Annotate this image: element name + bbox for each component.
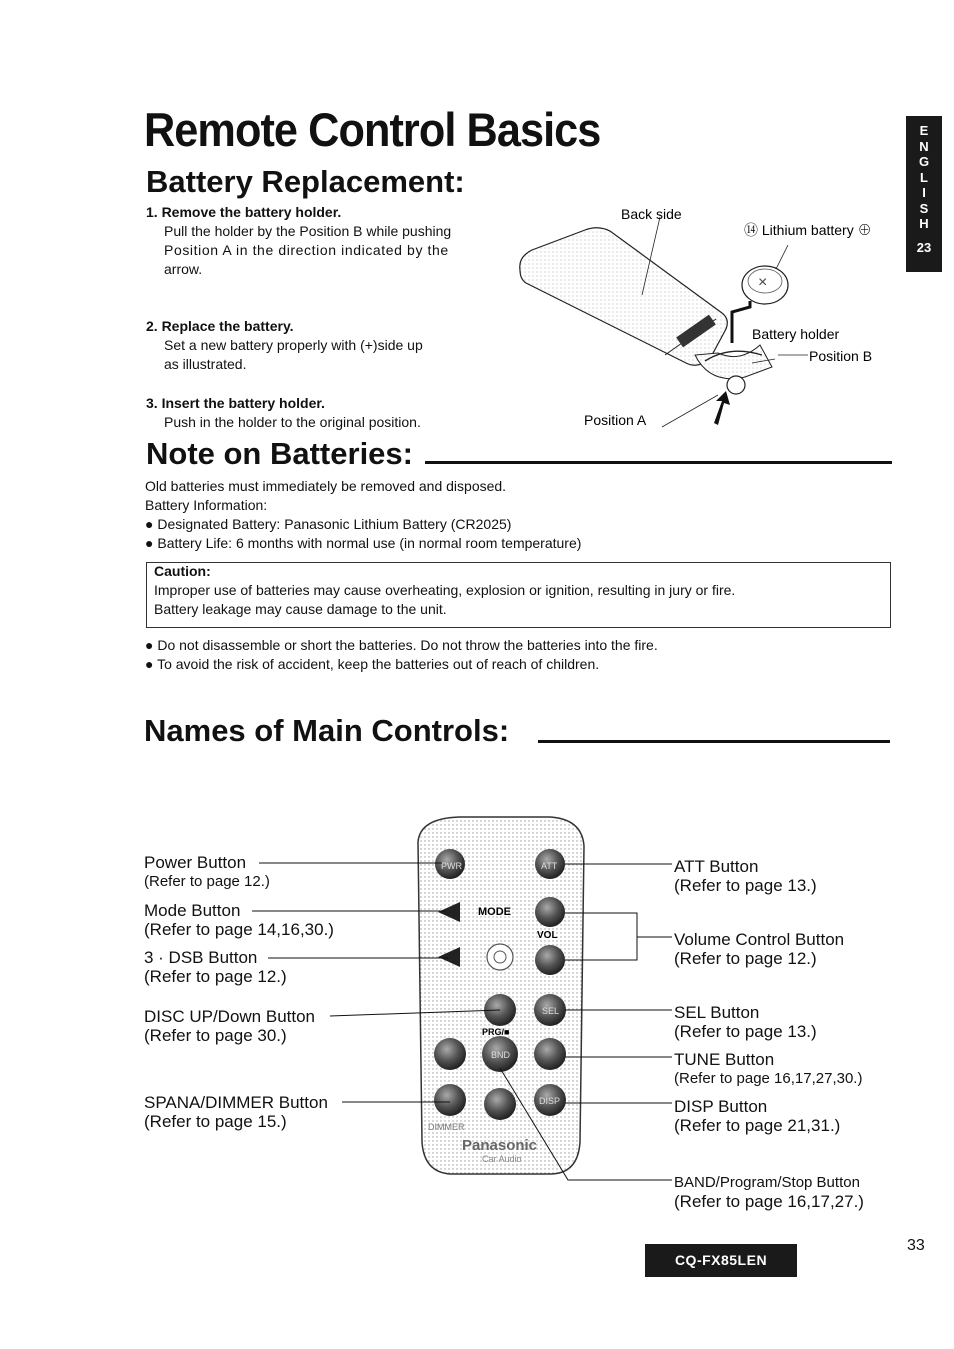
step-1-line: arrow. [164, 261, 203, 277]
svg-text:VOL: VOL [537, 930, 558, 941]
language-tab-letter: N [919, 138, 929, 154]
language-tab-letter: G [918, 154, 930, 169]
language-tab-number: 23 [916, 239, 932, 255]
battery-holder-label: Battery holder [752, 326, 840, 342]
label-spana-dimmer-button: SPANA/DIMMER Button (Refer to page 15.) [144, 1093, 328, 1131]
svg-text:DISP: DISP [539, 1096, 561, 1106]
svg-text:PWR: PWR [441, 861, 462, 871]
svg-text:SEL: SEL [542, 1006, 560, 1016]
note-bullet: ● Designated Battery: Panasonic Lithium Battery (CR2025) [145, 516, 512, 532]
label-att-button: ATT Button (Refer to page 13.) [674, 857, 817, 895]
svg-text:PRG/■: PRG/■ [482, 1027, 510, 1037]
label-power-button: Power Button (Refer to page 12.) [144, 853, 270, 890]
label-dsb-button: 3 · DSB Button (Refer to page 12.) [144, 948, 287, 986]
caution-line: Improper use of batteries may cause overheating, explosion or ignition, resulting in jury or fire. [154, 582, 736, 598]
note-bullet: ● Battery Life: 6 months with normal use (in normal room temperature) [145, 535, 582, 551]
lithium-battery-label: ⑭ Lithium battery ⊕ [744, 222, 872, 238]
language-tab-letter: S [919, 200, 929, 216]
names-of-main-controls-heading: Names of Main Controls: [144, 713, 510, 748]
page-title: Remote Control Basics [144, 103, 601, 156]
step-1-line: Pull the holder by the Position B while pushing [164, 223, 452, 239]
back-side-label: Back side [621, 206, 682, 222]
label-tune-button: TUNE Button (Refer to page 16,17,27,30.) [674, 1050, 863, 1087]
step-3-line: Push in the holder to the original position. [164, 414, 421, 430]
svg-text:Car Audio: Car Audio [482, 1154, 522, 1164]
label-disc-up-down-button: DISC UP/Down Button (Refer to page 30.) [144, 1007, 316, 1045]
svg-text:MODE: MODE [478, 906, 511, 918]
step-2-line: Set a new battery properly with (+)side up [164, 337, 423, 353]
language-tab-letter: I [922, 185, 926, 200]
label-disp-button: DISP Button (Refer to page 21,31.) [674, 1097, 841, 1135]
caution-line: Battery leakage may cause damage to the unit. [154, 601, 447, 617]
brand-logo: Panasonic [462, 1137, 538, 1154]
svg-text:ATT: ATT [541, 861, 558, 871]
warning-bullet: ● Do not disassemble or short the batteries. Do not throw the batteries into the fire. [145, 637, 658, 653]
model-number: CQ-FX85LEN [645, 1244, 797, 1277]
label-mode-button: Mode Button (Refer to page 14,16,30.) [144, 901, 334, 939]
step-2-line: as illustrated. [164, 356, 247, 372]
step-3-heading: 3. Insert the battery holder. [146, 395, 325, 411]
label-band-program-stop-button: BAND/Program/Stop Button (Refer to page 16,17,27.) [674, 1174, 864, 1211]
page-number: 33 [907, 1237, 925, 1254]
label-volume-control-button: Volume Control Button (Refer to page 12.) [674, 930, 845, 968]
caution-title: Caution: [154, 563, 211, 579]
warning-bullet: ● To avoid the risk of accident, keep the batteries out of reach of children. [145, 656, 600, 672]
position-b-label: Position B [809, 348, 873, 364]
note-on-batteries-heading: Note on Batteries: [146, 436, 413, 471]
position-a-label: Position A [584, 412, 647, 428]
language-tab-letter: H [919, 216, 929, 231]
note-line: Battery Information: [145, 497, 268, 513]
step-2-heading: 2. Replace the battery. [146, 318, 294, 334]
step-1-heading: 1. Remove the battery holder. [146, 204, 342, 220]
label-sel-button: SEL Button (Refer to page 13.) [674, 1003, 817, 1041]
svg-text:×: × [758, 274, 768, 291]
svg-text:BND: BND [491, 1050, 511, 1060]
language-tab-letter: E [919, 123, 929, 138]
svg-text:DIMMER: DIMMER [428, 1122, 465, 1132]
language-tab-letter: L [920, 169, 928, 185]
step-1-line: Position A in the direction indicated by the [164, 242, 449, 258]
battery-replacement-heading: Battery Replacement: [146, 164, 465, 199]
note-line: Old batteries must immediately be removed and disposed. [145, 478, 507, 494]
